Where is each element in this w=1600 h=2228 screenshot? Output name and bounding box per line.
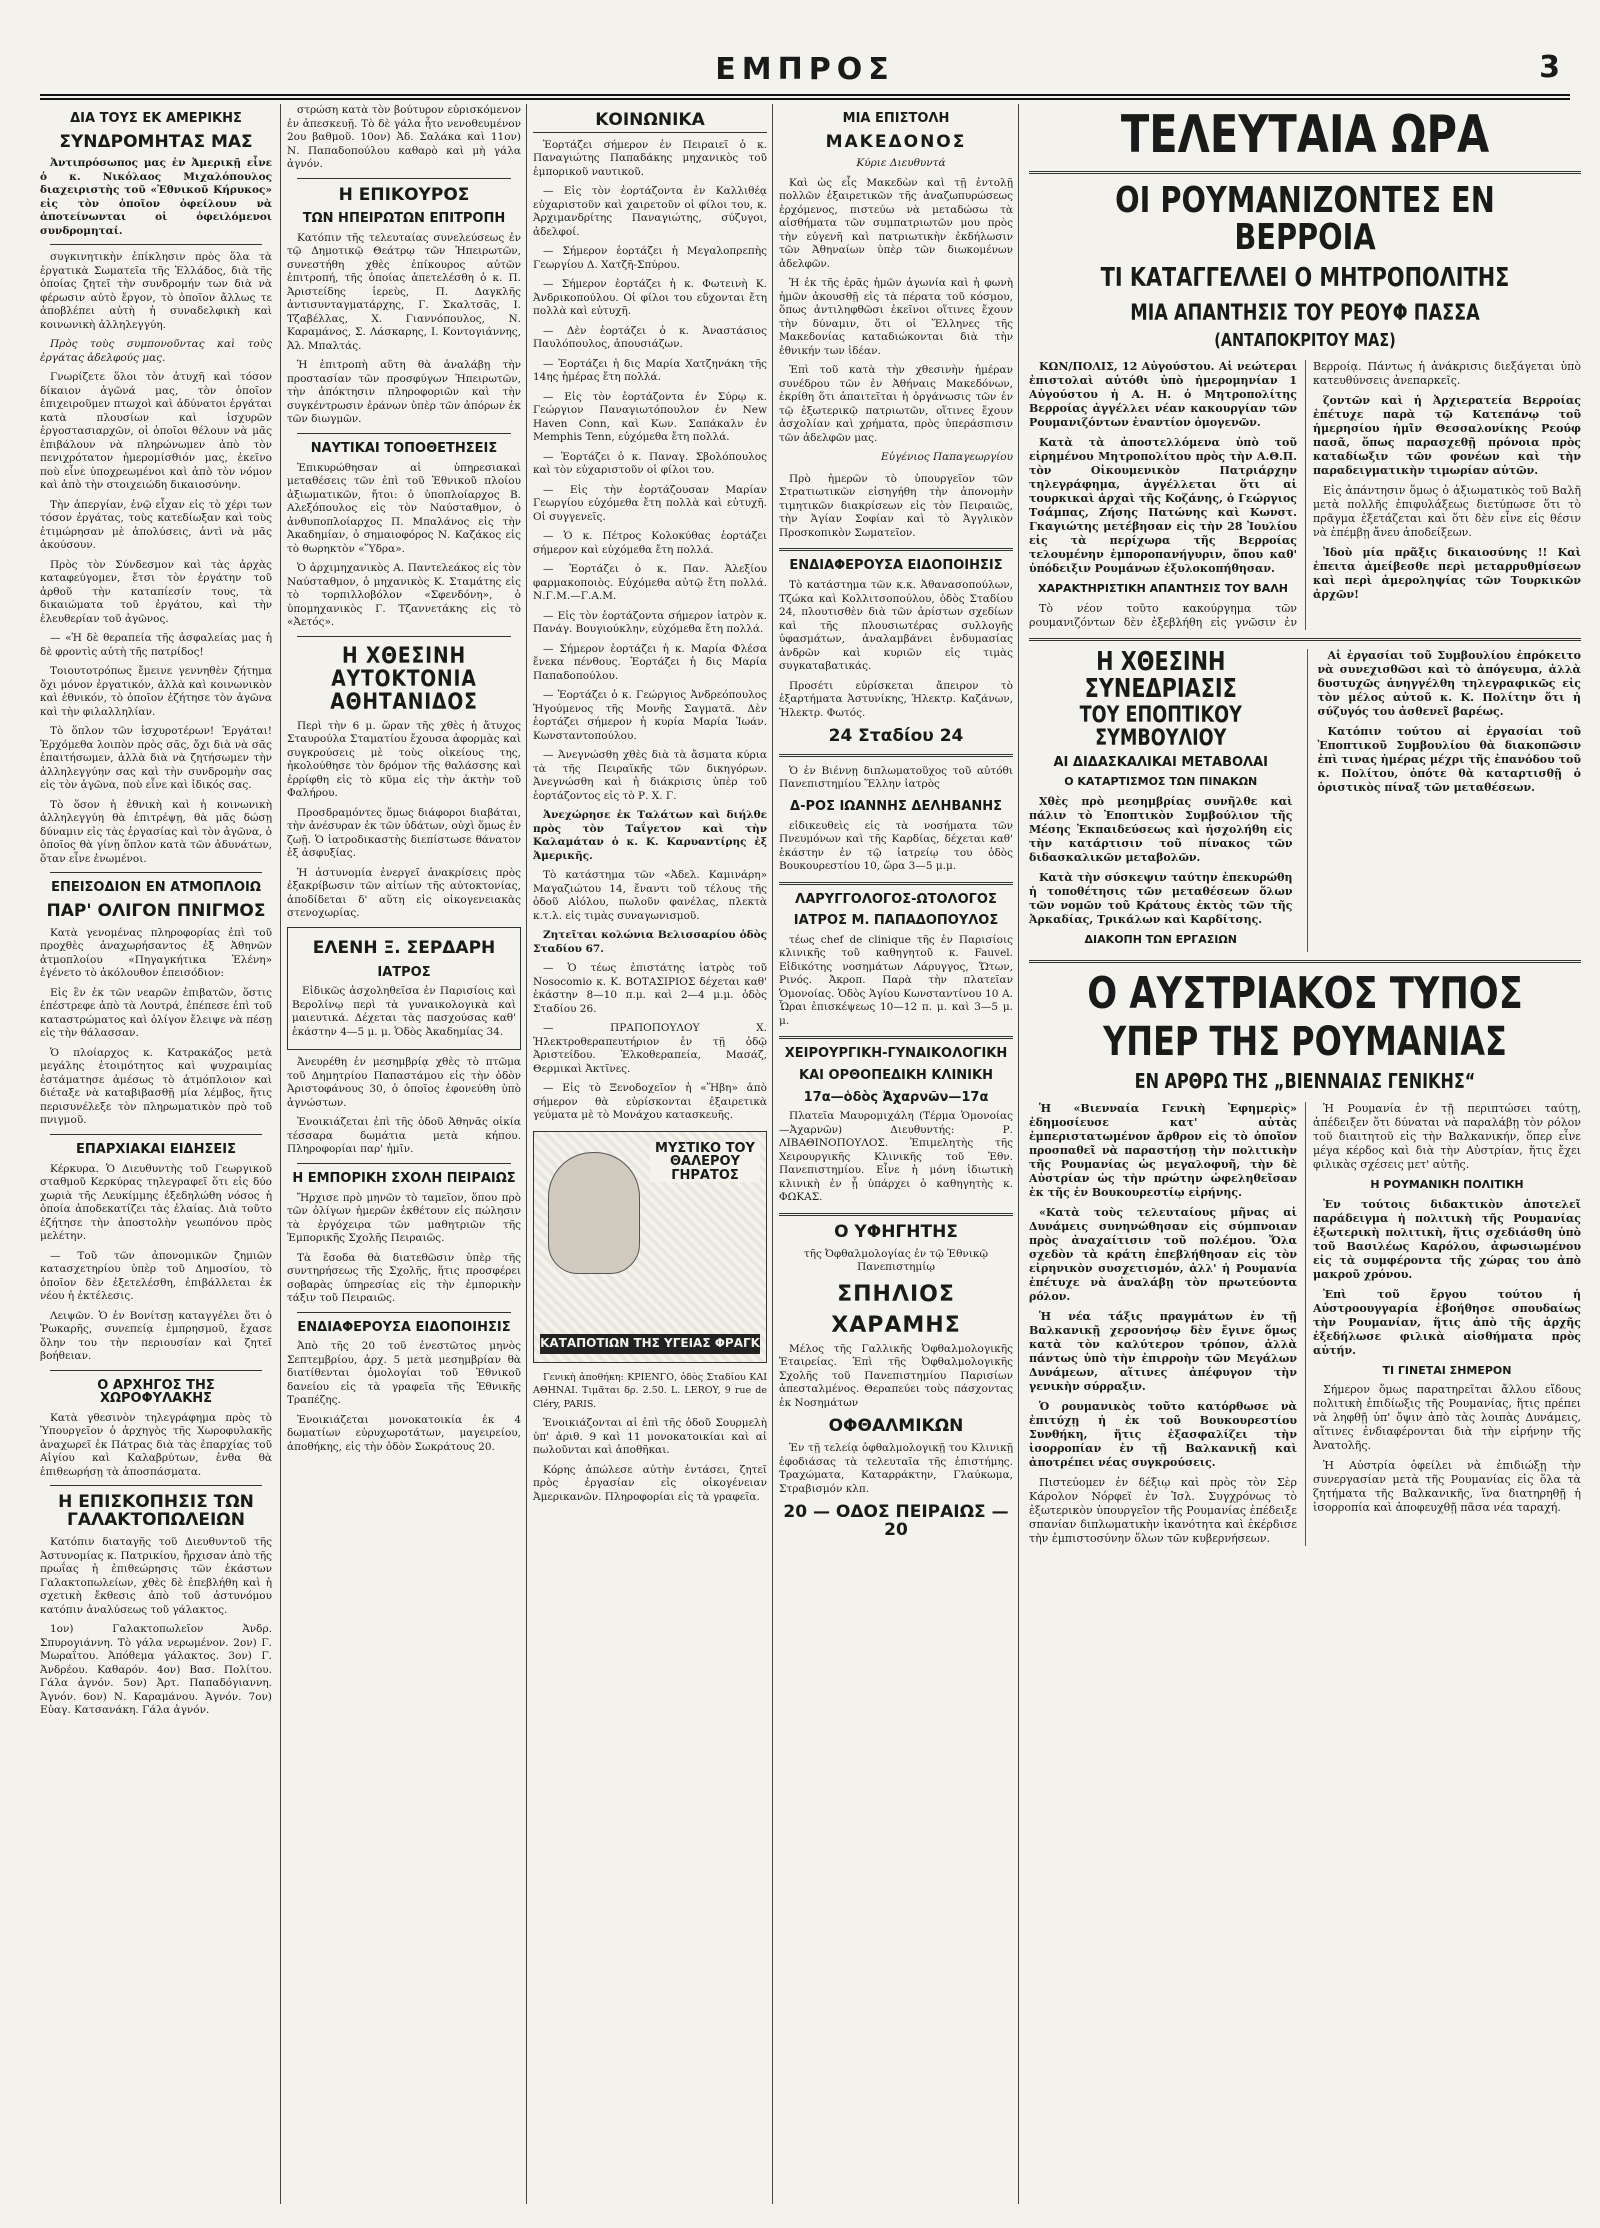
heading: ΕΠΕΙΣΟΔΙΟΝ ΕΝ ΑΤΜΟΠΛΟΙΩ	[51, 880, 261, 896]
article-text: — Ἑορτάζει ὁ κ. Παν. Ἀλεξίου φαρμακοποιὸς. Εὐχόμεθα αὐτῷ ἔτη πολλά. Ν.Γ.Μ.—Γ.Α.Μ.	[533, 563, 767, 603]
article-text: Ἡ «Βιενναία Γενικὴ Ἐφημερὶς» ἐδημοσίευσε κατ' αὐτὰς ἐμπεριστατωμένον ἄρθρον εἰς τὸ ὁποῖον προσπαθεῖ νὰ παραστήσῃ τὴν πολιτικὴν τῆς Ρουμανίας ὡς μεγαλοφυῆ, τὴν δὲ Αὐστρίαν ὡς τὴν πρώτην ὠφεληθεῖσαν ἐκ τῆς ἐν Βουκουρεστίῳ εἰρήνης.	[1029, 1102, 1297, 1200]
article-text: Ἐνοικιάζονται αἱ ἐπὶ τῆς ὁδοῦ Σουρμελὴ ὑπ' ἀριθ. 9 καὶ 11 μονοκατοικίαι καὶ αἱ πωλοῦνται καὶ ἀποθῆκαι.	[533, 1417, 767, 1457]
article-text: Ἐν τῇ τελείᾳ ὀφθαλμολογικῇ του Κλινικῇ ἐφοδιάσας τὰ τελευταῖα τῆς ἐπιστήμης. Τραχώματα, Καταρράκτην, Γλαύκωμα, Στραβισμόν κλπ.	[779, 1442, 1013, 1495]
heading: Η ΕΜΠΟΡΙΚΗ ΣΧΟΛΗ ΠΕΙΡΑΙΩΣ	[292, 1170, 516, 1186]
heading: ΛΑΡΥΓΓΟΛΟΓΟΣ-ΩΤΟΛΟΓΟΣ	[795, 891, 997, 907]
page-number: 3	[1539, 50, 1560, 85]
article-body	[1029, 360, 1581, 630]
article-text: ΚΩΝ/ΠΟΛΙΣ, 12 Αὐγούστου. Αἱ νεώτεραι ἐπιστολαὶ αὐτόθι ὑπὸ ἡμερομηνίαν 1 Αὐγούστου ἡ Α. Η. ὁ Μητροπολίτης Βερροίας ἀγγέλλει νέαν κακουργίαν τῶν Ρουμανιζόντων ἐναντίον ὁμογενῶν.	[1029, 360, 1297, 430]
divider	[779, 548, 1013, 551]
ad-title: ΙΑΤΡΟΣ	[377, 964, 431, 980]
article-text: Τοιουτοτρόπως ἔμεινε γεννηθὲν ζήτημα ὄχι μόνον ἐργατικόν, ἀλλὰ καὶ κοινωνικὸν καὶ ἐθνικόν, τὸ ὁποῖον ἐζήτησε τὸν ἀγῶνα καὶ τὴν φιλαλληλίαν.	[40, 665, 272, 718]
headline: Η ΧΘΕΣΙΝΗ ΣΥΝΕΔΡΙΑΣΙΣ	[1084, 646, 1237, 705]
article-text: Χθὲς πρὸ μεσημβρίας συνῆλθε καὶ πάλιν τὸ Ἐποπτικὸν Συμβούλιον τῆς Μέσης Ἐκπαιδεύσεως καὶ ἠσχολήθη εἰς τὴν κατάρτισιν τοῦ πίνακος τῶν διδασκαλικῶν μεταβολῶν.	[1029, 794, 1293, 864]
article-text: Πρὸ ἡμερῶν τὸ ὑπουργεῖον τῶν Στρατιωτικῶν εἰσηγήθη τὴν ἀπονομὴν τιμητικῶν διακρίσεων εἰς τὸν Πειραιῶς, τὴν Ἁγίαν Σοφίαν καὶ τὸ Ἀγγλικὸν Προσκοπικὸν Σωματεῖον.	[779, 472, 1013, 539]
article-text: — Ὁ κ. Πέτρος Κολοκύθας ἑορτάζει σήμερον καὶ εὐχόμεθα ἔτη πολλά.	[533, 530, 767, 556]
article-text: εἰδικευθεὶς εἰς τὰ νοσήματα τῶν Πνευμόνων καὶ τῆς Καρδίας, δέχεται καθ' ἑκάστην ἐν τῷ ἰατρείῳ του ὁδὸς Βουκουρεστίου 10, ὥρα 3—5 μ.μ.	[779, 819, 1013, 873]
headline: ΟΙ ΡΟΥΜΑΝΙΖΟΝΤΕΣ ΕΝ ΒΕΡΡΟΙΑ	[1115, 179, 1495, 259]
article-text: Ἡ ἀστυνομία ἐνεργεῖ ἀνακρίσεις πρὸς ἐξακρίβωσιν τῶν αἰτίων τῆς αὐτοκτονίας, ἀποδίδεται δ' αὕτη εἰς οἰκογενειακὰς στενοχωρίας.	[287, 866, 521, 920]
divider	[50, 872, 262, 873]
article-text: Γνωρίζετε ὅλοι τὸν ἀτυχῆ καὶ τόσον δίκαιον ἀγῶνά μας, τὸν ὁποῖον ἐπιχειροῦμεν πτωχοὶ καὶ ἀδύνατοι ἐργάται κατὰ πλουσίων καὶ ἰσχυρῶν ἐργοστασιαρχῶν, οἱ ὁποῖοι θέλουν νὰ μᾶς ἐπιβάλουν νὰ πληρώνωμεν ἀπὸ τὸν πενιχρότατον ἡμερομίσθιόν μας, ἐκεῖνο ποὺ εἶνε ὑποχρεωμένοι καὶ ἀπὸ τὸν νόμον καὶ ἀπὸ τὴν στοιχειώδη δικαιοσύνην.	[40, 371, 272, 492]
article-text: Ἡ νέα τάξις πραγμάτων ἐν τῇ Βαλκανικῇ χερσονήσῳ δὲν ἔγινε ὅμως κατὰ τὸν καλύτερον τρόπον, ἀλλὰ πάντως ὑπὸ τὴν ἐπιρροὴν τῶν Μεγάλων Δυνάμεων, αἵτινες ἀπέφυγον τὴν γενικὴν σύρραξιν.	[1029, 1310, 1297, 1394]
notice-text: Ἀντιπρόσωπος μας ἐν Ἀμερικῇ εἶνε ὁ κ. Νικόλαος Μιχαλόπουλος διαχειριστὴς τοῦ «Ἐθνικοῦ Κήρυκος» εἰς τὸν ὁποῖον ὀφείλουν νὰ ἀποτείνωνται οἱ ὀφειλόμενοι συνδρομηταί.	[40, 157, 272, 237]
pill-advertisement	[533, 1131, 767, 1363]
newspaper-title: ΕΜΠΡΟΣ	[715, 52, 895, 87]
council-left	[1029, 646, 1293, 952]
heading: Η ΕΠΙΣΚΟΠΗΣΙΣ ΤΩΝ ΓΑΛΑΚΤΟΠΩΛΕΙΩΝ	[58, 1492, 254, 1531]
article-text: Περὶ τὴν 6 μ. ὥραν τῆς χθὲς ἡ ἄτυχος Σταυρούλα Σταματίου ἔχουσα ἀφορμὰς καὶ συγκρούσεις μὲ τοὺς οἰκείους της, ἠκολούθησε τὸν δρόμον τῆς θαλάσσης καὶ ἐρρίφθη εἰς τὸ κῦμα εἰς τὴν ἀκτὴν τοῦ Φαλήρου.	[287, 719, 521, 800]
article-text: Ἤρχισε πρὸ μηνῶν τὸ ταμεῖον, ὅπου πρὸ τῶν ὀλίγων ἡμερῶν ἐκθέτουν εἰς πώλησιν τὰ ἐργόχειρα τῶν μαθητριῶν τῆς Ἐμπορικῆς Σχολῆς Πειραιῶς.	[287, 1191, 521, 1245]
council-right	[1307, 649, 1582, 952]
divider	[779, 754, 1013, 757]
signature: Εὐγένιος Παπαγεωργίου	[881, 451, 1013, 464]
section-heading: ΑΙ ΔΙΔΑΣΚΑΛΙΚΑΙ ΜΕΤΑΒΟΛΑΙ	[1053, 754, 1269, 770]
divider	[50, 1370, 262, 1371]
heading: Ο ΑΡΧΗΓΟΣ ΤΗΣ ΧΩΡΟΦΥΛΑΚΗΣ	[97, 1377, 215, 1407]
page-columns	[40, 104, 1581, 2204]
article-text: — Εἰς τὸ Ξενοδοχεῖον ἡ «Ἥβη» ἀπὸ σήμερον θὰ εὑρίσκονται ἐξαιρετικὰ γεύματα μὲ τὸ Μονάχου κατασκευῆς.	[533, 1082, 767, 1122]
column-4	[772, 104, 1019, 2204]
article-text: Ὁ πλοίαρχος κ. Κατρακάζος μετὰ μεγάλης ἑτοιμότητος καὶ ψυχραιμίας ἐστάματησε ἀμέσως τὸ ἀτμόπλοιον καὶ διέταξε νὰ καταβιβασθῇ μία λέμβος, ἥτις περισυνέλεξε τὸν πληρωματικὸν πρὸ τοῦ πνιγμοῦ.	[40, 1046, 272, 1127]
divider	[779, 1036, 1013, 1039]
article-text: Ἡ Αὐστρία ὀφείλει νὰ ἐπιδιώξῃ τὴν συνεργασίαν μετὰ τῆς Ρουμανίας εἰς ὅλα τὰ ζητήματα τῆς Βαλκανικῆς, ἵνα διατηρηθῇ ἡ ἰσορροπία καὶ ἀποφευχθῇ πᾶσα νέα ταραχή.	[1313, 1459, 1581, 1515]
heading: ΧΕΙΡΟΥΡΓΙΚΗ-ΓΥΝΑΙΚΟΛΟΓΙΚΗ	[784, 1046, 1008, 1062]
article-text: τέως chef de clinique τῆς ἐν Παρισίοις κλινικῆς τοῦ καθηγητοῦ κ. Fauvel. Εἰδικότης νοσημάτων Λάρυγγος, Ὤτων, Ρινός. Ἀκροπ. Παρὰ τὴν πλατεῖαν Ὁμονοίας. Ὁδὸς Ἁγίου Κωνσταντίνου 10 Α. Ὧραι ἐπισκέψεως 10—12 π. μ. καὶ 3—5 μ. μ.	[779, 933, 1013, 1027]
heading: ΤΩΝ ΗΠΕΙΡΩΤΩΝ ΕΠΙΤΡΟΠΗ	[302, 211, 506, 227]
divider	[1029, 638, 1581, 641]
article-text: Λειψῶν. Ὁ ἐν Βονίτσῃ καταγγέλει ὅτι ὁ Ῥωκαρῆς, συνεπείᾳ ἐμπρησμοῦ, ἔχασε ὅλην του τὴν περιουσίαν καὶ ζητεῖ βοήθειαν.	[40, 1309, 272, 1363]
article-text: — Σήμερον ἑορτάζει ἡ κ. Μαρία Φλέσα ἔνεκα πένθους. Ἑορτάζει ἡ δις Μαρία Παπαδοπούλου.	[533, 642, 767, 682]
divider	[297, 178, 511, 179]
doctor-name: ΧΑΡΑΜΗΣ	[831, 1312, 961, 1338]
article-text: — Ἑορτάζει ἡ δις Μαρία Χατζηνάκη τῆς 14ης ἡμέρας ἔτη πολλά.	[533, 357, 767, 384]
divider	[50, 244, 262, 245]
heading: ΕΝΔΙΑΦΕΡΟΥΣΑ ΕΙΔΟΠΟΙΗΣΙΣ	[789, 558, 1003, 574]
column-1	[40, 104, 278, 2204]
article-text: Ἐνοικιάζεται μονοκατοικία ἐκ 4 δωματίων εὐρυχωροτάτων, μαγειρείου, ἀποθήκης, εἰς τὴν ὁδὸν Σωκράτους 20.	[287, 1413, 521, 1453]
heading: ΕΝΔΙΑΦΕΡΟΥΣΑ ΕΙΔΟΠΟΙΗΣΙΣ	[297, 1319, 511, 1335]
subheadline: ΜΙΑ ΑΠΑΝΤΗΣΙΣ ΤΟΥ ΡΕΟΥΦ ΠΑΣΣΑ	[1130, 301, 1480, 327]
article-text: Τὸ ὅπλον τῶν ἰσχυροτέρων! Ἐργάται! Ἐρχόμεθα λοιπὸν πρὸς σᾶς, ὄχι διὰ νὰ σᾶς ἐπαιτήσωμεν, ἀλλὰ διὰ νὰ ζητήσωμεν τὴν ἀλληλεγγύην σας καὶ τὴν συνδρομὴν σας εἰς τὸν ἀγῶνα, ποὺ εἶνε καὶ ἰδικός σας.	[40, 725, 272, 792]
article-text: στρώση κατὰ τὸν βούτυρον εὑρισκόμενον ἐν ἀπεσκευῇ. Τὸ δὲ γάλα ἦτο νενοθευμένον 2ου βαθμοῦ. 10ον) Ἀδ. Σαλάκα καὶ 11ον) Ν. Παπαδοπούλου καθαρὸ καὶ μὴ γάλα ἀγνόν.	[287, 104, 521, 170]
article-text: Προσέτι εὑρίσκεται ἄπειρον τὸ ἐξαρτήματα Ἀστυνίκης, Ἠλεκτρ. Καζάνων, Ἠλεκτρ. Φωτός.	[779, 679, 1013, 719]
subheadline: ΤΙ ΚΑΤΑΓΓΕΛΛΕΙ Ο ΜΗΤΡΟΠΟΛΙΤΗΣ	[1100, 263, 1510, 294]
article-text: συγκινητικὴν ἐπίκλησιν πρὸς ὅλα τὰ ἐργατικὰ Σωματεῖα τῆς Ἑλλάδος, διὰ τῆς ὁποίας ζητεῖ τὴν συνδρομήν των διὰ νὰ φέρωσιν αὐτὸ ἔργον, τὸ ὁποῖον ἄλλως τε ἀποβλέπει αὐτὴ ἡ συναδελφικὴ καὶ κοινωνικὴ ἀλληλεγγύη.	[40, 251, 272, 331]
divider	[1029, 960, 1581, 963]
article-text: — ΠΡΑΠΟΠΟΥΛΟΥ Χ. Ἠλεκτροθεραπευτήριον ἐν τῇ ὁδῷ Ἀριστείδου. Ἐλκοθεραπεία, Μασάζ, Θερμικαὶ Ἀκτῖνες.	[533, 1022, 767, 1075]
ad-name: ΕΛΕΝΗ Ξ. ΣΕΡΔΑΡΗ	[312, 937, 496, 958]
article-text: Κατόπιν τούτου αἱ ἐργασίαι τοῦ Ἐποπτικοῦ Συμβουλίου θὰ διακοπῶσιν ἐπὶ τινας ἡμέρας μέχρι τῆς ἐπανόδου τοῦ κ. Πολίτου, ὁπότε θὰ καταρτισθῇ ὁ ὁριστικὸς πίναξ τῶν μεταθέσεων.	[1317, 724, 1581, 794]
column-3	[526, 104, 773, 2204]
ad-headline: ΜΥΣΤΙΚΟ ΤΟΥ ΘΑΛΕΡΟΥ ΓΗΡΑΤΟΣ	[650, 1142, 760, 1183]
headline: ΤΟΥ ΕΠΟΠΤΙΚΟΥ ΣΥΜΒΟΥΛΙΟΥ	[1079, 702, 1242, 751]
article-body	[1029, 1102, 1581, 1546]
article-text: Ἡ Ρουμανία ἐν τῇ περιπτώσει ταύτῃ, ἀπέδειξεν ὅτι δύναται νὰ παραλάβῃ τὸν ρόλον τοῦ διαιτητοῦ εἰς τὴν Βαλκανικήν, ὅπερ εἶνε μέγα κέρδος καὶ διὰ τὴν Αὐστρίαν, ἥτις ἔχει φιλικὰς σχέσεις μετ' αὐτῆς.	[1313, 1102, 1581, 1172]
article-text: Ἀνευρέθη ἐν μεσημβρίᾳ χθὲς τὸ πτῶμα τοῦ Δημητρίου Παπαστάμου εἰς τὴν ὁδὸν Ἀριστοφάνους 30, ὁ ὁποῖος ἐφονεύθη ὑπὸ ἀγνώστων.	[287, 1056, 521, 1109]
heading: ΔΙΑ ΤΟΥΣ ΕΚ ΑΜΕΡΙΚΗΣ	[70, 111, 242, 126]
heading: Ο ΥΦΗΓΗΤΗΣ	[834, 1221, 958, 1242]
article-text: Εἰς ἀπάντησιν ὅμως ὁ ἀξιωματικὸς τοῦ Βαλῆ μετὰ πολλῆς ἐπιφυλάξεως διετύπωσε ὅτι τὸ πρᾶγμα ἐξετάζεται καὶ ὅτι δὲν εἶνε εἰς θέσιν νὰ ἐπέμβῃ ἄνευ ἀποδείξεων.	[1313, 484, 1581, 540]
heading: ΝΑΥΤΙΚΑΙ ΤΟΠΟΘΕΤΗΣΕΙΣ	[310, 440, 498, 456]
article-text: Κατόπιν τῆς τελευταίας συνελεύσεως ἐν τῷ Δημοτικῷ Θεάτρῳ τῶν Ἠπειρωτῶν, συνεστήθη χθὲς ἐπίκουρος αὐτῶν ἐπιτροπή, τῆς ὁποίας ἀπετελέσθη ὁ κ. Π. Ἀριστείδης ἱερεὺς, Π. Δαγκλῆς ἀντισυνταγματάρχης, Γ. Σκαλτσᾶς, Ι. Τζαβέλλας, Χ. Γιαννόπουλος, Ν. Καραμάνος, Σ. Λάσκαρης, Ι. Κοντογιάννης, Ἀλ. Μπαλτάς.	[287, 231, 521, 352]
heading: ΚΟΙΝΩΝΙΚΑ	[533, 112, 767, 133]
article-text: — Ἑορτάζει ὁ κ. Γεώργιος Ἀνδρεόπουλος Ἡγούμενος τῆς Μονῆς Σαγματᾶ. Δὲν ἑορτάζει σήμερον ἡ κυρία Μαρία Ἰωάν. Κωνσταντοπούλου.	[533, 689, 767, 742]
doctor-name: Δ-ΡΟΣ ΙΩΑΝΝΗΣ ΔΕΛΗΒΑΝΗΣ	[790, 798, 1002, 814]
article-text: Τὸ κατάστημα τῶν «Ἀδελ. Καμινάρη» Μαγαζιώτου 14, ἔναντι τοῦ τέλους τῆς ὁδοῦ Αἰόλου, πωλοῦν φανέλας, πλεκτὰ κ.τ.λ. εἰς τιμὰς συναγωνισμοῦ.	[533, 869, 767, 922]
heading: ΟΦΘΑΛΜΙΚΩΝ	[828, 1416, 964, 1437]
address: 17α—ὁδὸς Ἀχαρνῶν—17α	[803, 1089, 989, 1105]
subheadline: (ΑΝΤΑΠΟΚΡΙΤΟΥ ΜΑΣ)	[1214, 329, 1396, 351]
divider	[297, 636, 511, 637]
heading: Η ΕΠΙΚΟΥΡΟΣ	[338, 184, 470, 205]
article-text: Ἐπὶ τοῦ κατὰ τὴν χθεσινὴν ἡμέραν συνέδρου τῶν ἐν Ἀθήναις Μακεδόνων, ἐκρίθη ὅτι ἀπαιτεῖται ἡ ὀργάνωσις τῶν ἐν τῷ ἐξωτερικῷ πατριωτῶν, οἵτινες ἔχουν ἀσχολίαν καὶ χρήματα, πρὸς ὑπεράσπισιν τῶν ἀδελφῶν μας.	[779, 364, 1013, 444]
article-text: Κέρκυρα. Ὁ Διευθυντὴς τοῦ Γεωργικοῦ σταθμοῦ Κερκύρας τηλεγραφεῖ ὅτι εἰς δύο χωριὰ τῆς Λευκίμμης ἐξεδηλώθη νόσος ἡ ὁποία ἀποδεκατίζει τὰς ἐλαίας. Διὰ τοῦτο ἐζήτησε τὴν ἀποστολὴν γεωπόνου πρὸς μελέτην.	[40, 1162, 272, 1243]
divider	[50, 1134, 262, 1135]
article-text: Τὸ νέον τοῦτο κακούργημα τῶν ρουμανιζόντων δὲν ἐξεβλήθη εἰς γνῶσιν ἐν Βερροίᾳ. Πάντως ἡ ἀνάκρισις διεξάγεται ὑπὸ κατευθύνσεις ἀνεπαρκεῖς.	[1029, 360, 1581, 629]
masthead	[40, 50, 1570, 100]
section-heading: Η ΡΟΥΜΑΝΙΚΗ ΠΟΛΙΤΙΚΗ	[1370, 1178, 1524, 1192]
article-text: Ἰδοὺ μία πρᾶξις δικαιοσύνης !! Καὶ ἐπειτα ἀμείβεσθε περὶ μεταρρυθμίσεων καὶ περὶ ἀμεροληψίας τῶν Τουρκικῶν ἀρχῶν!	[1313, 546, 1581, 602]
heading: ΣΥΝΔΡΟΜΗΤΑΣ ΜΑΣ	[59, 131, 253, 152]
article-text: — Δὲν ἑορτάζει ὁ κ. Ἀναστάσιος Παυλόπουλος, ἀπουσιάζων.	[533, 324, 767, 351]
article-text: Ζητεῖται κολώνια Βελισσαρίου ὁδὸς Σταδίου 67.	[533, 929, 767, 955]
article-text: Αἱ ἐργασίαι τοῦ Συμβουλίου ἐπρόκειτο νὰ συνεχισθῶσι καὶ τὸ ἀπόγευμα, ἀλλὰ δυστυχῶς ἀνηγγέλθη τηλεγραφικῶς εἰς τὸν μέλος αὐτοῦ κ. Κ. Πολίτην ὅτι ἡ σύζυγός του ἀσθενεῖ βαρέως.	[1317, 648, 1581, 718]
article-text: Ἐπὶ τοῦ ἔργου τούτου ἡ Αὐστροουγγαρία ἐβοήθησε σπουδαίως τὴν Ρουμανίαν, ἥτις ἀπὸ τῆς ἀρχῆς ἐξεδήλωσε φιλικὰ αἰσθήματα πρὸς αὐτήν.	[1313, 1287, 1581, 1357]
article-text: 1ον) Γαλακτοπωλεῖον Ἀνδρ. Σπυρογιάννη. Τὸ γάλα νερωμένον. 2ον) Γ. Μωραΐτου. Ἀπόθεμα γάλακτος. 3ον) Γ. Ἀνδρέου. Καθαρόν. 4ον) Βασ. Πολίτου. Γάλα ἀγνόν. 5ον) Ἀρτ. Παπαδόγιαννη. Ἀγνόν. 6ον) Ν. Καραμάνου. Ἀγνόν. 7ον) Εὐαγ. Κατσανάκη. Γάλα ἀγνόν.	[40, 1623, 272, 1717]
article-text: Ἐπικυρώθησαν αἱ ὑπηρεσιακαὶ μεταθέσεις τῶν ἐπὶ τοῦ Ἐθνικοῦ πλοίου ἀξιωματικῶν, ἤτοι: ὁ ὑποπλοίαρχος Β. Αλεξόπουλος εἰς τὸν Ναύσταθμον, ὁ ἀνθυποπλοίαρχος Π. Μπαλάνος εἰς τὴν Ἀκαδημίαν, ὁ σημαιοφόρος Ν. Καζάκος εἰς τὸ θωρηκτὸν «Ὕδρα».	[287, 461, 521, 555]
divider	[779, 882, 1013, 885]
article-text: Κόρης ἀπώλεσε αὐτὴν ἐντάσει, ζητεῖ πρὸς ἐργασίαν εἰς οἰκογένειαν Ἀμερικανῶν. Πληροφορίαι εἰς τὰ γραφεῖα.	[533, 1463, 767, 1503]
section-heading: ΤΙ ΓΙΝΕΤΑΙ ΣΗΜΕΡΟΝ	[1382, 1363, 1512, 1377]
article-text: Ἡ ἐκ τῆς ἐρᾶς ἡμῶν ἀγωνία καὶ ἡ φωνὴ ἡμῶν ἀκουσθῇ εἰς τὰ πέρατα τοῦ κόσμου, ὅπως ἀντιληφθῶσι ἐκεῖνοι οἵτινες ἔχουν τὴν δύναμιν, ὅτι οἱ Ἕλληνες τῆς Μακεδονίας καταδιώκονται διὰ τὴν ἐθνικήν των ἰδέαν.	[779, 277, 1013, 357]
article-text: Ἐνοικιάζεται ἐπὶ τῆς ὁδοῦ Ἀθηνᾶς οἰκία τέσσαρα δωμάτια μετὰ κήπου. Πληροφορίαι παρ' ἡμῖν.	[287, 1116, 521, 1156]
heading: ΚΑΙ ΟΡΘΟΠΕΔΙΚΗ ΚΛΙΝΙΚΗ	[799, 1068, 993, 1084]
article-text: — Εἰς τὸν ἑορτάζοντα ἐν Σύρῳ κ. Γεώργιον Παναγιωτόπουλον ἐν New Haven Conn, καὶ Κων. Σαπάκαλν ἐν Memphis Tenn, εὐχόμεθα ἔτη πολλά.	[533, 390, 767, 444]
article-text: Τὰ ἔσοδα θὰ διατεθῶσιν ὑπὲρ τῆς συντηρήσεως τῆς Σχολῆς, ἥτις προσφέρει σοβαρὰς ὑπηρεσίας εἰς τὴν ἐμπορικὴν τάξιν τοῦ Πειραιῶς.	[287, 1251, 521, 1305]
article-text: Κατὰ τὴν σύσκεψιν ταύτην ἐπεκυρώθη ἡ τοποθέτησις τῶν μεταθέσεων ὅλων τῶν νομῶν τοῦ Κράτους ἐκτὸς τῶν τῆς Ἀρκαδίας, Τρικάλων καὶ Καρδίτσης.	[1029, 870, 1293, 926]
article-text: Κατόπιν διαταγῆς τοῦ Διευθυντοῦ τῆς Ἀστυνομίας κ. Πατρικίου, ἤρχισαν ἀπὸ τῆς πρωΐας ἡ ἐπιθεώρησις τῶν ἐκάστων Γαλακτοπωλείων, χθὲς δὲ ἐπεβλήθη καὶ ἡ σχετικὴ ἔκθεσις ἀπὸ τοῦ ἀστυνόμου κατόπιν ἀναλύσεως τοῦ γάλακτος.	[40, 1536, 272, 1616]
ad-text: Εἰδικῶς ἀσχοληθεῖσα ἐν Παρισίοις καὶ Βερολίνῳ περὶ τὰ γυναικολογικὰ καὶ μαιευτικά. Δέχεται τὰς πασχούσας καθ' ἑκάστην 4—5 μ. μ. Ὁδὸς Ἀκαδημίας 34.	[292, 985, 516, 1038]
article-text: Πρὸς τοὺς συμπονοῦντας καὶ τοὺς ἐργάτας ἀδελφούς μας.	[40, 338, 272, 364]
article-text: Ὁ ρουμανικὸς τοῦτο κατόρθωσε νὰ ἐπιτύχῃ ἡ ἐκ τοῦ Βουκουρεστίου Συνθήκη, ἥτις ἐξασφαλίζει τὴν ἰσορροπίαν ἐν τῇ Βαλκανικῇ καὶ ἀποτρέπει νέας συγκρούσεις.	[1029, 1400, 1297, 1470]
divider	[1029, 171, 1581, 174]
headline: ΤΕΛΕΥΤΑΙΑ ΩΡΑ	[1120, 105, 1490, 165]
article-text: — Τοῦ τῶν ἀπονομικῶν ζημιῶν κατασχετηρίου ὑπὲρ τοῦ Δημοσίου, τὸ ὁποῖον δὲν ἐξετελέσθη, ἐπιβάλλεται ἐκ νέου ἡ ἐκτέλεσις.	[40, 1249, 272, 1303]
divider	[50, 1485, 262, 1486]
address: 20 — ΟΔΟΣ ΠΕΙΡΑΙΩΣ — 20	[783, 1502, 1009, 1541]
portrait-illustration	[548, 1152, 640, 1274]
article-text: Σήμερον ὅμως παρατηρεῖται ἄλλου εἴδους πολιτικὴ ἐπιδίωξις τῆς Ρουμανίας, ἥτις πρέπει νὰ ληφθῇ ὑπ' ὄψιν ἀπὸ τὰς λοιπὰς Δυνάμεις, αἵτινες ἐνδιαφέρονται διὰ τὴν εἰρήνην τῆς Ἀνατολῆς.	[1313, 1383, 1581, 1453]
ad-banner: ΚΑΤΑΠΟΤΙΩΝ ΤΗΣ ΥΓΕΙΑΣ ΦΡΑΓΚ	[540, 1334, 760, 1354]
council-section	[1029, 646, 1581, 952]
divider	[297, 433, 511, 434]
heading: ΜΙΑ ΕΠΙΣΤΟΛΗ	[842, 111, 950, 126]
article-text: Προσδραμόντες ὅμως διάφοροι διαβάται, τὴν ἀνέσυραν ἐκ τῶν ὑδάτων, οὐχὶ ὅμως ἐν ζωῇ. Ὁ ἰατροδικαστὴς διεπίστωσε θάνατον ἐξ ἀσφυξίας.	[287, 806, 521, 860]
column-5	[1018, 104, 1581, 2204]
article-text: — «Ἡ δὲ θεραπεία τῆς ἀσφαλείας μας ἡ δὲ φροντὶς αὐτὴ τῆς πατρίδος!	[40, 632, 272, 658]
article-text: Πρὸς τὸν Σύνδεσμον καὶ τὰς ἀρχὰς καταφεύγομεν, ἔτσι τὸν ἐργάτην τοῦ ἀρθοῦ τὴν καταπίεσίν τους, τὰ δικαιώματα τοῦ ἐργάτου, καὶ τὴν ἐλευθερίαν τοῦ ἀγῶνος.	[40, 558, 272, 625]
article-text: Ὁ ἐν Βιέννῃ διπλωματοῦχος τοῦ αὐτόθι Πανεπιστημίου Ἕλλην ἰατρὸς	[779, 764, 1013, 791]
article-text: — Ἑορτάζει ὁ κ. Παναγ. Σβολόπουλος καὶ τὸν εὐχαριστοῦν οἱ φίλοι του.	[533, 450, 767, 477]
heading: Η ΧΘΕΣΙΝΗ ΑΥΤΟΚΤΟΝΙΑ ΑΘΗΤΑΝΙΔΟΣ	[330, 643, 478, 715]
article-text: Κατὰ γθεσινὸν τηλεγράφημα πρὸς τὸ Ὑπουργεῖον ὁ ἀρχηγὸς τῆς Χωροφυλακῆς ἀναχωρεῖ ἐκ Πάτρας διὰ τὰς ἐπαρχίας τοῦ Αἰγίου καὶ Καλαβρύτων, ἐνθα θὰ ἐπιθεωρήσῃ τὰ ἀποσπάσματα.	[40, 1411, 272, 1478]
article-text: Ὁ ἀρχιμηχανικὸς Α. Παντελεάκος εἰς τὸν Ναύσταθμον, ὁ μηχανικὸς Κ. Σταμάτης εἰς τὸ τορπιλλοβόλον «Σφενδόνη», ὁ ὑπομηχανικὸς Γ. Τζαννετάκης εἰς τὸ «Ἀετός».	[287, 562, 521, 629]
article-text: ζοντῶν καὶ ἡ Ἀρχιερατεία Βερροίας ἐπέτυχε παρὰ τῷ Κατεπάνῳ τοῦ ἡμερησίου ἡμῖν Θεσσαλονίκης Ρεούφ πασᾶ, ὅπως παρασχεθῇ πρόνοια πρὸς καταδίωξιν τῶν φονέων καὶ τὴν παραδειγματικὴν τιμωρίαν αὐτῶν.	[1313, 394, 1581, 478]
section-heading: ΧΑΡΑΚΤΗΡΙΣΤΙΚΗ ΑΠΑΝΤΗΣΙΣ ΤΟΥ ΒΑΛΗ	[1038, 582, 1288, 596]
article-text: — Ἀνεγνώσθη χθὲς διὰ τὰ ἄσματα κύρια τὰ τῆς Πειραϊκῆς τῶν δικηγόρων. Ἀνεγνώσθη καὶ ἡ διάκρισις ὑπὲρ τοῦ ἑορτάζοντος εἰς τὸ Ρ. Χ. Γ.	[533, 749, 767, 802]
divider	[779, 1213, 1013, 1216]
article-text: — Ὁ τέως ἐπιστάτης ἰατρὸς τοῦ Nosocomio κ. Κ. ΒΟΤΑΣΙΡΙΟΣ δέχεται καθ' ἑκάστην 8—10 π.μ. καὶ 2—4 μ.μ. ὁδὸς Σταδίου 26.	[533, 962, 767, 1015]
article-text: τῆς Ὀφθαλμολογίας ἐν τῷ Ἐθνικῷ Πανεπιστημίῳ	[803, 1247, 989, 1274]
article-text: Εἰς ἓν ἐκ τῶν νεαρῶν ἐπιβατῶν, ὅστις ἐπέστρεφε ἀπὸ τὰ Λουτρά, ἐπέπεσε ἐπὶ τοῦ καταστρώματος καὶ ὀλίγον ἔλειψε νὰ πέσῃ εἰς τὴν θάλασσαν.	[40, 986, 272, 1040]
heading: ΕΠΑΡΧΙΑΚΑΙ ΕΙΔΗΣΕΙΣ	[76, 1141, 236, 1157]
heading: ΠΑΡ' ΟΛΙΓΟΝ ΠΝΙΓΜΟΣ	[46, 901, 266, 922]
ad-text: Γενικὴ ἀποθήκη: ΚΡΙΕΝΓΟ, ὁδὸς Σταδίου ΚΑΙ ΑΘΗΝΑΙ. Τιμᾶται δρ. 2.50. L. LEROY, 9 rue de Cléry, PARIS.	[533, 1371, 767, 1410]
divider	[297, 1163, 511, 1164]
article-text: Πιστεύομεν ἐν δέξιῳ καὶ πρὸς τὸν Σὲρ Κάρολον Νόρφεϊ ἐν Ἰσλ. Συγχρόνως τὸ ἐξωτερικὸν ὑπουργεῖον τῆς Ρουμανίας ἐπέδειξε σπανίαν διπλωματικὴν ἱκανότητα καὶ ἐκέρδισε τὴν ἐμπιστοσύνην ὅλων τῶν κυβερνήσεων.	[1029, 1476, 1297, 1546]
section-heading: Ο ΚΑΤΑΡΤΙΣΜΟΣ ΤΩΝ ΠΙΝΑΚΩΝ	[1064, 775, 1258, 789]
headline: ΥΠΕΡ ΤΗΣ ΡΟΥΜΑΝΙΑΣ	[1103, 1019, 1507, 1066]
doctor-name: ΣΠΗΛΙΟΣ	[837, 1281, 955, 1307]
divider	[297, 1312, 511, 1313]
doctor-ad	[287, 927, 521, 1050]
heading: ΜΑΚΕΔΟΝΟΣ	[825, 131, 967, 152]
article-text: Κατὰ τὰ ἀποστελλόμενα ὑπὸ τοῦ εἰρημένου Μητροπολίτου πρὸς τὴν Α.Θ.Π. τὸν Οἰκουμενικὸν Πατριάρχην τηλεγράφημα, ἀγγέλλεται ὅτι αἱ τουρκικαὶ ἀρχαὶ τῆς Κοζάνης, ὁ Γεώργιος Τσάμπας, Ζήσης Πατώνης καὶ Κωνστ. Γκαγιώτης μετέβησαν εἰς τὴν 28 Ἰουλίου εἰς τὰ περίχωρα τῆς Βερροίας τελουμένην ἐμποροπανήγυριν, ὅπου καθ' ὑπόδειξιν Ρουμάνων ἐξυλοκοπήθησαν.	[1029, 436, 1297, 576]
article-text: Τὸ ὅσον ἡ ἐθνικὴ καὶ ἡ κοινωνικὴ ἀλληλεγγύη θὰ ἐπιτρέψῃ, θὰ μᾶς δώσῃ δύναμιν εἰς τὰς ἐργασίας καὶ τὸν ἀγῶνα, ὁ ὁποῖος θὰ γίνῃ ὅπλον κατὰ τῶν ἀδυνάτων, ὅταν εἶνε ἑνωμένοι.	[40, 798, 272, 865]
column-2	[280, 104, 527, 2204]
doctor-name: ΙΑΤΡΟΣ Μ. ΠΑΠΑΔΟΠΟΥΛΟΣ	[793, 913, 999, 929]
salutation: Κύριε Διευθυντά	[856, 157, 946, 170]
article-text: — Εἰς τὴν ἑορτάζουσαν Μαρίαν Γεωργίου εὐχόμεθα ἔτη πολλὰ καὶ εὐτυχῆ. Οἱ συγγενεῖς.	[533, 483, 767, 523]
headline: Ο ΑΥΣΤΡΙΑΚΟΣ ΤΥΠΟΣ	[1087, 968, 1523, 1020]
address: 24 Σταδίου 24	[828, 726, 964, 747]
article-text: Κατὰ γενομένας πληροφορίας ἐπὶ τοῦ προχθὲς ἀναχωρήσαντος ἐξ Ἀθηνῶν ἀτμοπλοίου «Πηγαγκήτικα Ἑλένη» ἐγένετο τὸ ἀκόλουθον ἐπεισόδιον:	[40, 926, 272, 980]
article-text: Καὶ ὡς εἷς Μακεδὼν καὶ τῇ ἐντολῇ πολλῶν ἐξαιρετικῶν τῆς ἀναζωπυρώσεως ἐρχόμενος, πιστεύω νὰ μεταδώσω τὰ αἰσθήματα τῶν συμπατριωτῶν μου πρὸς τὴν εὐγενῆ καὶ πατριωτικὴν ἐκδήλωσιν τῶν Ἀθηναίων ὑπὲρ τῶν διωκομένων ἀδελφῶν.	[779, 176, 1013, 270]
article-text: — Εἰς τὸν ἑορτάζοντα ἐν Καλλιθέᾳ εὐχαριστοῦν καὶ χαιρετοῦν οἱ φίλοι του, κ. Ἀρχιμανδρίτης Παναγιώτης, σύζυγοι, ἀδελφοί.	[533, 185, 767, 238]
article-text: Ἑορτάζει σήμερον ἐν Πειραιεῖ ὁ κ. Παναγιώτης Παπαδάκης μηχανικὸς τοῦ ἐμπορικοῦ ναυτικοῦ.	[533, 138, 767, 178]
article-text: Ἀνεχώρησε ἐκ Ταλάτων καὶ διήλθε πρὸς τὸν Ταΐγετον καὶ τὴν Καλαμάταν ὁ κ. Κ. Καρυαντίρης ἐξ Ἀμερικῆς.	[533, 809, 767, 862]
article-text: Τὸ κατάστημα τῶν κ.κ. Ἀθανασοπούλων, Τζώκα καὶ Κολλιτσοπούλου, ὁδὸς Σταδίου 24, πλουτισθὲν διὰ τῶν ἀρίστων σχεδίων καὶ τῆς πλουσιωτέρας συλλογῆς ὑφασμάτων, ἀναλαμβάνει ἐνδυμασίας ἀνδρῶν καὶ κυριῶν εἰς τιμὰς συγκαταβατικάς.	[779, 579, 1013, 673]
article-text: Πλατεῖα Μαυρομιχάλη (Τέρμα Ὁμονοίας—Ἀχαρνῶν) Διευθυντής: Ρ. ΛΙΒΑΘΙΝΟΠΟΥΛΟΣ. Ἐπιμελητὴς τῆς Χειρουργικῆς Κλινικῆς τοῦ Ἐθν. Πανεπιστημίου. Εἶνε ἡ μόνη ἰδιωτικὴ κλινικὴ ἐν ᾗ ὑπάρχει ὁ καθηγητὴς κ. ΦΩΚΑΣ.	[779, 1110, 1013, 1204]
subheadline: ΕΝ ΑΡΘΡΩ ΤΗΣ „ΒΙΕΝΝΑΙΑΣ ΓΕΝΙΚΗΣ“	[1134, 1069, 1476, 1094]
section-heading: ΔΙΑΚΟΠΗ ΤΩΝ ΕΡΓΑΣΙΩΝ	[1084, 932, 1237, 946]
article-text: Ἐν τούτοις διδακτικὸν ἀποτελεῖ παράδειγμα ἡ πολιτικὴ τῆς Ρουμανίας ἐξωτερικὴ πολιτικὴ, ἥτις σχεδιάσθη ὑπὸ τοῦ Βασιλέως Καρόλου, ἀφωσιωμένου εἰς τὰ συμφέροντα τῆς χώρας του ἀπὸ μακροῦ χρόνου.	[1313, 1197, 1581, 1281]
article-text: — Σήμερον ἑορτάζει ἡ κ. Φωτεινὴ Κ. Ἀνδρικοπούλου. Οἱ φίλοι του εὔχονται ἔτη πολλὰ καὶ εὐτυχῆ.	[533, 278, 767, 318]
article-text: Μέλος τῆς Γαλλικῆς Ὀφθαλμολογικῆς Ἑταιρείας. Ἐπὶ τῆς Ὀφθαλμολογικῆς Σχολῆς τοῦ Πανεπιστημίου Παρισίων ἀπεσταλμένος. Θεραπεύει τοὺς πάσχοντας ἐκ Νοσημάτων	[779, 1342, 1013, 1409]
article-text: — Σήμερον ἑορτάζει ἡ Μεγαλοπρεπὴς Γεωργίου Δ. Χατζῆ-Σπύρου.	[533, 245, 767, 271]
article-text: — Εἰς τὸν ἑορτάζοντα σήμερον ἰατρὸν κ. Πανάγ. Βουγιούκλην, εὐχόμεθα ἔτη πολλά.	[533, 609, 767, 636]
article-text: Ἀπὸ τῆς 20 τοῦ ἐνεστῶτος μηνὸς Σεπτεμβρίου, ἀρχ. 5 μετὰ μεσημβρίαν θὰ διατίθενται ὁμολογίαι τοῦ Ἐθνικοῦ δανείου εἰς τὰ γραφεῖα τῆς Ἐθνικῆς Τραπέζης.	[287, 1340, 521, 1407]
article-text: Τὴν ἀπεργίαν, ἐνῷ εἶχαν εἰς τὸ χέρι των τόσον ἐργάτας, τοὺς κατεδίωξαν καὶ τοὺς ἐτιμώρησαν μὲ ἀπολύσεις, ἀντὶ νὰ μᾶς ἀκούσουν.	[40, 498, 272, 552]
article-text: Ἡ ἐπιτροπὴ αὕτη θὰ ἀναλάβῃ τὴν προστασίαν τῶν προσφύγων Ἠπειρωτῶν, τὴν ἀπόκτησιν πληροφοριῶν καὶ τὴν συγκέντρωσιν ἐράνων ὑπὲρ τῶν ἀπόρων ἐκ τῶν διωγμῶν.	[287, 359, 521, 426]
article-text: «Κατὰ τοὺς τελευταίους μῆνας αἱ Δυνάμεις συνηνώθησαν εἰς σύμπνοιαν πρὸς ἀναχαίτισιν τοῦ πολέμου. Ὅλα σχεδὸν τὰ κράτη ἐπεβλήθησαν εἰς τὸν εἰρηνικὸν συσχετισμόν, ἀλλ' ἡ Ρουμανία ἐπέτυχε νὰ ἀναλάβῃ τὸν πρωτεύοντα ρόλον.	[1029, 1206, 1297, 1304]
